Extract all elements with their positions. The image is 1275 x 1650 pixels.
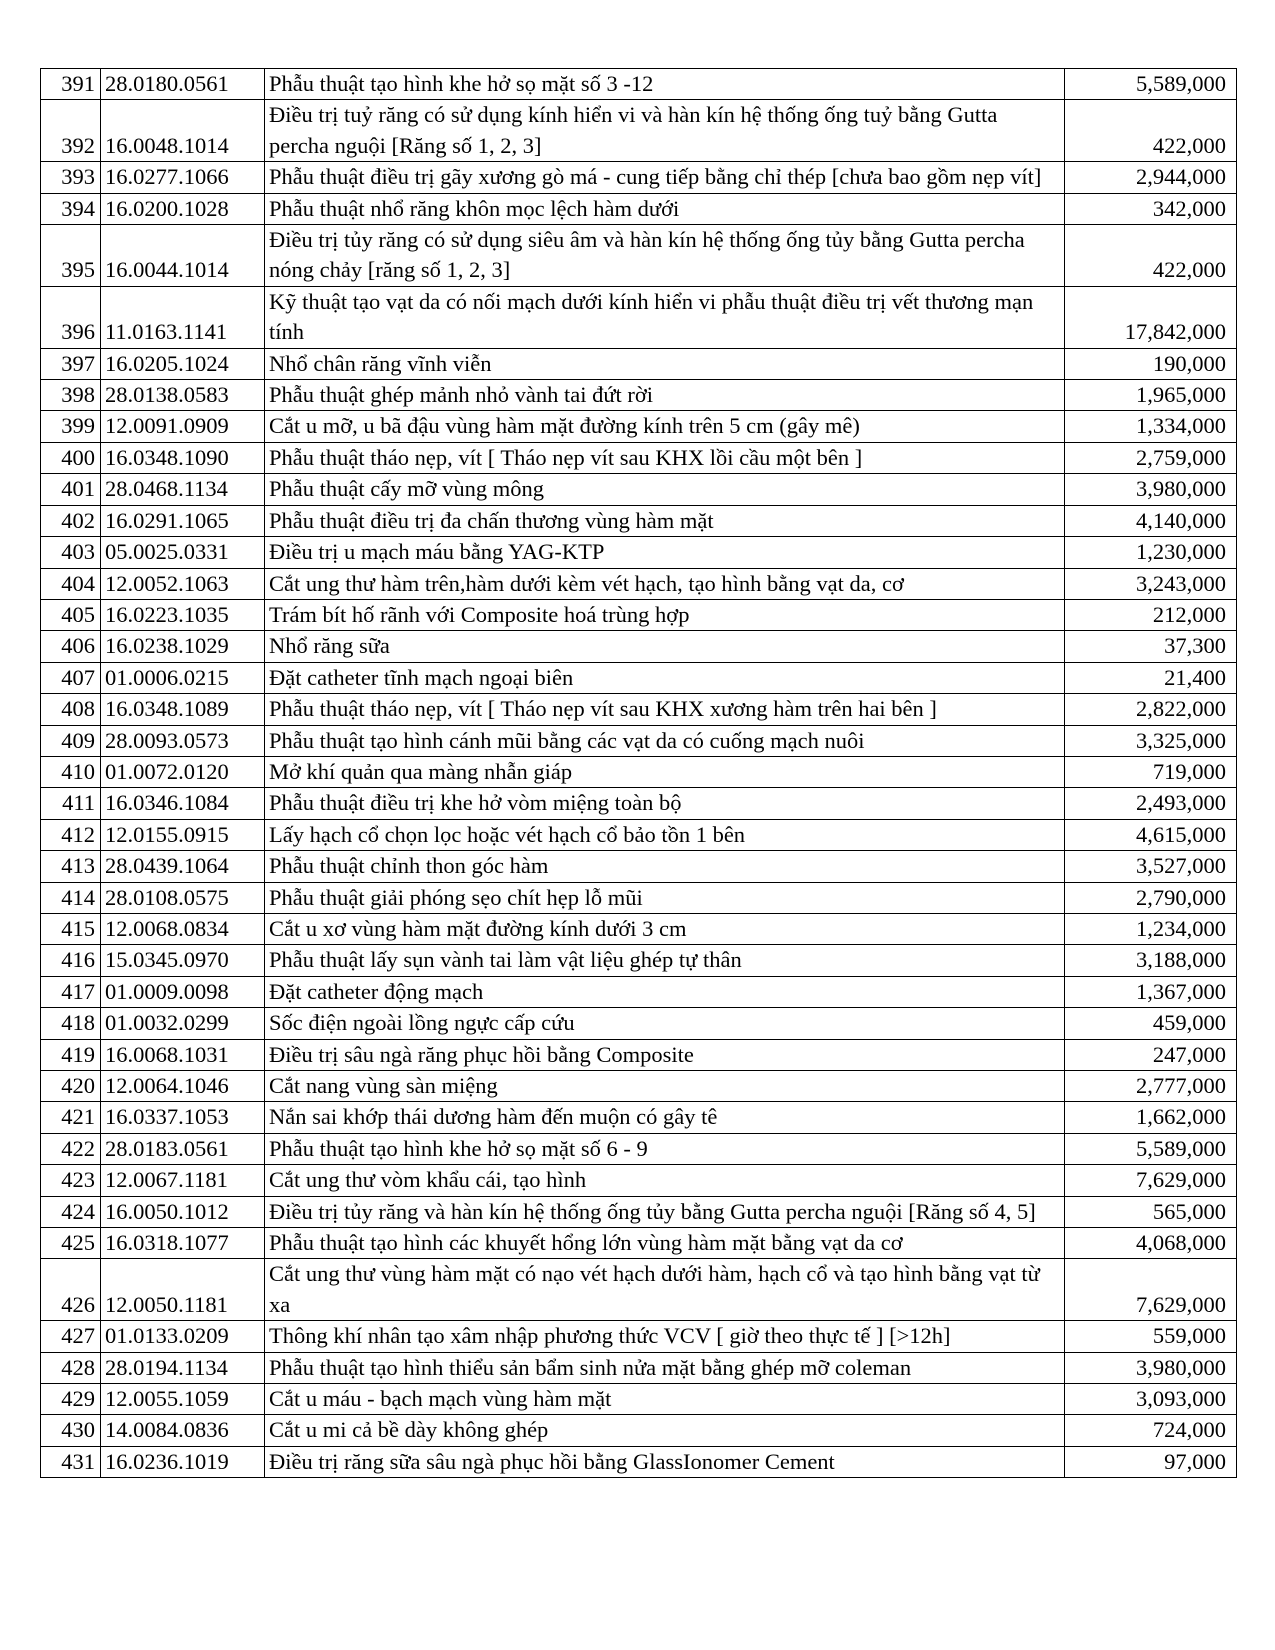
price-table: [40, 68, 1237, 1478]
service-code-cell: 16.0223.1035: [101, 599, 265, 630]
price-cell: 1,662,000: [1065, 1102, 1237, 1133]
table-row: [41, 1384, 1237, 1415]
service-code-cell: 14.0084.0836: [101, 1415, 265, 1446]
service-code-cell: 16.0277.1066: [101, 162, 265, 193]
price-cell: 97,000: [1065, 1446, 1237, 1477]
table-row: [41, 1165, 1237, 1196]
service-name-cell: Phẫu thuật tháo nẹp, vít [ Tháo nẹp vít sau KHX lồi cầu một bên ]: [265, 442, 1065, 473]
row-number-cell: 413: [41, 851, 101, 882]
row-number-cell: 412: [41, 819, 101, 850]
service-name-cell: Cắt nang vùng sàn miệng: [265, 1071, 1065, 1102]
price-cell: 3,325,000: [1065, 725, 1237, 756]
service-name-cell: Điều trị sâu ngà răng phục hồi bằng Composite: [265, 1039, 1065, 1070]
service-code-cell: 16.0318.1077: [101, 1228, 265, 1259]
price-cell: 459,000: [1065, 1008, 1237, 1039]
price-cell: 422,000: [1065, 225, 1237, 287]
service-name-cell: Nắn sai khớp thái dương hàm đến muộn có gây tê: [265, 1102, 1065, 1133]
service-code-cell: 15.0345.0970: [101, 945, 265, 976]
row-number-cell: 409: [41, 725, 101, 756]
table-row: [41, 788, 1237, 819]
price-cell: 3,980,000: [1065, 1352, 1237, 1383]
price-cell: 4,140,000: [1065, 505, 1237, 536]
service-code-cell: 28.0093.0573: [101, 725, 265, 756]
table-row: [41, 69, 1237, 100]
table-row: [41, 882, 1237, 913]
row-number-cell: 426: [41, 1259, 101, 1321]
service-code-cell: 16.0346.1084: [101, 788, 265, 819]
row-number-cell: 417: [41, 976, 101, 1007]
service-name-cell: Thông khí nhân tạo xâm nhập phương thức VCV [ giờ theo thực tế ] [>12h]: [265, 1321, 1065, 1352]
service-code-cell: 28.0108.0575: [101, 882, 265, 913]
service-name-cell: Sốc điện ngoài lồng ngực cấp cứu: [265, 1008, 1065, 1039]
price-cell: 724,000: [1065, 1415, 1237, 1446]
service-code-cell: 12.0064.1046: [101, 1071, 265, 1102]
service-code-cell: 16.0068.1031: [101, 1039, 265, 1070]
price-cell: 1,367,000: [1065, 976, 1237, 1007]
row-number-cell: 418: [41, 1008, 101, 1039]
price-cell: 565,000: [1065, 1196, 1237, 1227]
table-row: [41, 945, 1237, 976]
price-cell: 212,000: [1065, 599, 1237, 630]
service-code-cell: 16.0236.1019: [101, 1446, 265, 1477]
service-name-cell: Điều trị răng sữa sâu ngà phục hồi bằng GlassIonomer Cement: [265, 1446, 1065, 1477]
table-row: [41, 411, 1237, 442]
table-row: [41, 442, 1237, 473]
row-number-cell: 415: [41, 913, 101, 944]
row-number-cell: 396: [41, 286, 101, 348]
service-name-cell: Phẫu thuật chỉnh thon góc hàm: [265, 851, 1065, 882]
service-code-cell: 16.0337.1053: [101, 1102, 265, 1133]
service-code-cell: 16.0238.1029: [101, 631, 265, 662]
table-row: [41, 286, 1237, 348]
service-name-cell: Điều trị tuỷ răng có sử dụng kính hiển vi và hàn kín hệ thống ống tuỷ bằng Gutta percha nguội [Răng số 1, 2, 3]: [265, 100, 1065, 162]
row-number-cell: 403: [41, 537, 101, 568]
table-row: [41, 725, 1237, 756]
row-number-cell: 406: [41, 631, 101, 662]
row-number-cell: 404: [41, 568, 101, 599]
price-cell: 559,000: [1065, 1321, 1237, 1352]
row-number-cell: 401: [41, 474, 101, 505]
price-cell: 1,234,000: [1065, 913, 1237, 944]
service-name-cell: Phẫu thuật tạo hình thiểu sản bẩm sinh nửa mặt bằng ghép mỡ coleman: [265, 1352, 1065, 1383]
table-row: [41, 1008, 1237, 1039]
row-number-cell: 416: [41, 945, 101, 976]
row-number-cell: 408: [41, 694, 101, 725]
row-number-cell: 420: [41, 1071, 101, 1102]
table-row: [41, 662, 1237, 693]
table-row: [41, 1133, 1237, 1164]
table-row: [41, 380, 1237, 411]
service-code-cell: 12.0052.1063: [101, 568, 265, 599]
service-code-cell: 01.0006.0215: [101, 662, 265, 693]
price-cell: 3,188,000: [1065, 945, 1237, 976]
price-cell: 342,000: [1065, 193, 1237, 224]
price-cell: 2,759,000: [1065, 442, 1237, 473]
price-cell: 7,629,000: [1065, 1259, 1237, 1321]
service-name-cell: Nhổ răng sữa: [265, 631, 1065, 662]
service-name-cell: Cắt u mi cả bề dày không ghép: [265, 1415, 1065, 1446]
service-code-cell: 11.0163.1141: [101, 286, 265, 348]
service-name-cell: Đặt catheter động mạch: [265, 976, 1065, 1007]
service-code-cell: 05.0025.0331: [101, 537, 265, 568]
row-number-cell: 393: [41, 162, 101, 193]
service-name-cell: Phẫu thuật tháo nẹp, vít [ Tháo nẹp vít sau KHX xương hàm trên hai bên ]: [265, 694, 1065, 725]
table-row: [41, 537, 1237, 568]
service-code-cell: 16.0200.1028: [101, 193, 265, 224]
service-name-cell: Phẫu thuật điều trị đa chấn thương vùng hàm mặt: [265, 505, 1065, 536]
service-name-cell: Phẫu thuật tạo hình cánh mũi bằng các vạt da có cuống mạch nuôi: [265, 725, 1065, 756]
row-number-cell: 399: [41, 411, 101, 442]
table-row: [41, 819, 1237, 850]
service-code-cell: 16.0348.1089: [101, 694, 265, 725]
service-code-cell: 12.0068.0834: [101, 913, 265, 944]
service-name-cell: Mở khí quản qua màng nhẫn giáp: [265, 756, 1065, 787]
table-row: [41, 1321, 1237, 1352]
service-code-cell: 01.0032.0299: [101, 1008, 265, 1039]
row-number-cell: 395: [41, 225, 101, 287]
service-code-cell: 12.0091.0909: [101, 411, 265, 442]
table-row: [41, 162, 1237, 193]
price-cell: 3,527,000: [1065, 851, 1237, 882]
service-name-cell: Lấy hạch cổ chọn lọc hoặc vét hạch cổ bảo tồn 1 bên: [265, 819, 1065, 850]
service-code-cell: 12.0067.1181: [101, 1165, 265, 1196]
row-number-cell: 391: [41, 69, 101, 100]
price-cell: 4,615,000: [1065, 819, 1237, 850]
service-code-cell: 16.0348.1090: [101, 442, 265, 473]
price-cell: 5,589,000: [1065, 69, 1237, 100]
service-name-cell: Đặt catheter tĩnh mạch ngoại biên: [265, 662, 1065, 693]
table-row: [41, 1259, 1237, 1321]
row-number-cell: 422: [41, 1133, 101, 1164]
table-row: [41, 913, 1237, 944]
row-number-cell: 407: [41, 662, 101, 693]
price-cell: 2,790,000: [1065, 882, 1237, 913]
service-name-cell: Phẫu thuật tạo hình khe hở sọ mặt số 6 - 9: [265, 1133, 1065, 1164]
price-cell: 17,842,000: [1065, 286, 1237, 348]
table-row: [41, 1039, 1237, 1070]
price-cell: 2,493,000: [1065, 788, 1237, 819]
service-name-cell: Cắt u xơ vùng hàm mặt đường kính dưới 3 cm: [265, 913, 1065, 944]
table-row: [41, 1071, 1237, 1102]
row-number-cell: 411: [41, 788, 101, 819]
service-name-cell: Điều trị tủy răng và hàn kín hệ thống ống tủy bằng Gutta percha nguội [Răng số 4, 5]: [265, 1196, 1065, 1227]
service-code-cell: 28.0183.0561: [101, 1133, 265, 1164]
table-row: [41, 193, 1237, 224]
row-number-cell: 424: [41, 1196, 101, 1227]
service-name-cell: Cắt ung thư hàm trên,hàm dưới kèm vét hạch, tạo hình bằng vạt da, cơ: [265, 568, 1065, 599]
table-row: [41, 599, 1237, 630]
table-row: [41, 225, 1237, 287]
service-name-cell: Nhổ chân răng vĩnh viễn: [265, 348, 1065, 379]
price-cell: 5,589,000: [1065, 1133, 1237, 1164]
service-code-cell: 28.0138.0583: [101, 380, 265, 411]
row-number-cell: 430: [41, 1415, 101, 1446]
table-row: [41, 348, 1237, 379]
service-code-cell: 28.0194.1134: [101, 1352, 265, 1383]
row-number-cell: 397: [41, 348, 101, 379]
service-code-cell: 16.0044.1014: [101, 225, 265, 287]
price-cell: 2,777,000: [1065, 1071, 1237, 1102]
service-name-cell: Phẫu thuật điều trị gãy xương gò má - cung tiếp bằng chỉ thép [chưa bao gồm nẹp vít]: [265, 162, 1065, 193]
price-cell: 719,000: [1065, 756, 1237, 787]
service-code-cell: 12.0055.1059: [101, 1384, 265, 1415]
row-number-cell: 400: [41, 442, 101, 473]
service-code-cell: 16.0050.1012: [101, 1196, 265, 1227]
table-row: [41, 1446, 1237, 1477]
service-name-cell: Điều trị u mạch máu bằng YAG-KTP: [265, 537, 1065, 568]
price-cell: 190,000: [1065, 348, 1237, 379]
row-number-cell: 392: [41, 100, 101, 162]
row-number-cell: 419: [41, 1039, 101, 1070]
row-number-cell: 428: [41, 1352, 101, 1383]
row-number-cell: 425: [41, 1228, 101, 1259]
row-number-cell: 421: [41, 1102, 101, 1133]
service-code-cell: 12.0155.0915: [101, 819, 265, 850]
table-row: [41, 474, 1237, 505]
price-cell: 2,944,000: [1065, 162, 1237, 193]
service-code-cell: 16.0291.1065: [101, 505, 265, 536]
row-number-cell: 410: [41, 756, 101, 787]
price-table-body: [41, 69, 1237, 1478]
price-cell: 422,000: [1065, 100, 1237, 162]
row-number-cell: 427: [41, 1321, 101, 1352]
row-number-cell: 394: [41, 193, 101, 224]
service-name-cell: Trám bít hố rãnh với Composite hoá trùng hợp: [265, 599, 1065, 630]
service-code-cell: 28.0468.1134: [101, 474, 265, 505]
price-cell: 1,334,000: [1065, 411, 1237, 442]
price-cell: 7,629,000: [1065, 1165, 1237, 1196]
service-code-cell: 16.0048.1014: [101, 100, 265, 162]
row-number-cell: 431: [41, 1446, 101, 1477]
table-row: [41, 1196, 1237, 1227]
price-cell: 1,230,000: [1065, 537, 1237, 568]
service-name-cell: Kỹ thuật tạo vạt da có nối mạch dưới kính hiển vi phẫu thuật điều trị vết thương mạn tính: [265, 286, 1065, 348]
service-code-cell: 12.0050.1181: [101, 1259, 265, 1321]
service-code-cell: 01.0009.0098: [101, 976, 265, 1007]
row-number-cell: 429: [41, 1384, 101, 1415]
service-name-cell: Cắt ung thư vòm khẩu cái, tạo hình: [265, 1165, 1065, 1196]
table-row: [41, 1228, 1237, 1259]
service-name-cell: Cắt u mỡ, u bã đậu vùng hàm mặt đường kính trên 5 cm (gây mê): [265, 411, 1065, 442]
price-cell: 1,965,000: [1065, 380, 1237, 411]
row-number-cell: 414: [41, 882, 101, 913]
service-name-cell: Phẫu thuật điều trị khe hở vòm miệng toàn bộ: [265, 788, 1065, 819]
price-cell: 37,300: [1065, 631, 1237, 662]
table-row: [41, 976, 1237, 1007]
service-name-cell: Phẫu thuật ghép mảnh nhỏ vành tai đứt rời: [265, 380, 1065, 411]
table-row: [41, 1415, 1237, 1446]
service-name-cell: Phẫu thuật lấy sụn vành tai làm vật liệu ghép tự thân: [265, 945, 1065, 976]
service-code-cell: 16.0205.1024: [101, 348, 265, 379]
table-row: [41, 568, 1237, 599]
price-cell: 21,400: [1065, 662, 1237, 693]
service-code-cell: 01.0072.0120: [101, 756, 265, 787]
price-cell: 3,243,000: [1065, 568, 1237, 599]
price-cell: 247,000: [1065, 1039, 1237, 1070]
row-number-cell: 423: [41, 1165, 101, 1196]
price-cell: 4,068,000: [1065, 1228, 1237, 1259]
table-row: [41, 631, 1237, 662]
service-name-cell: Phẫu thuật tạo hình các khuyết hổng lớn vùng hàm mặt bằng vạt da cơ: [265, 1228, 1065, 1259]
table-row: [41, 505, 1237, 536]
service-name-cell: Cắt ung thư vùng hàm mặt có nạo vét hạch dưới hàm, hạch cổ và tạo hình bằng vạt từ xa: [265, 1259, 1065, 1321]
service-name-cell: Cắt u máu - bạch mạch vùng hàm mặt: [265, 1384, 1065, 1415]
service-name-cell: Phẫu thuật giải phóng sẹo chít hẹp lỗ mũi: [265, 882, 1065, 913]
service-name-cell: Phẫu thuật nhổ răng khôn mọc lệch hàm dưới: [265, 193, 1065, 224]
row-number-cell: 402: [41, 505, 101, 536]
row-number-cell: 405: [41, 599, 101, 630]
service-name-cell: Điều trị tủy răng có sử dụng siêu âm và hàn kín hệ thống ống tủy bằng Gutta percha nóng chảy [răng số 1, 2, 3]: [265, 225, 1065, 287]
table-row: [41, 1102, 1237, 1133]
service-code-cell: 28.0439.1064: [101, 851, 265, 882]
service-name-cell: Phẫu thuật cấy mỡ vùng mông: [265, 474, 1065, 505]
price-cell: 2,822,000: [1065, 694, 1237, 725]
table-row: [41, 694, 1237, 725]
row-number-cell: 398: [41, 380, 101, 411]
price-cell: 3,980,000: [1065, 474, 1237, 505]
price-cell: 3,093,000: [1065, 1384, 1237, 1415]
service-code-cell: 01.0133.0209: [101, 1321, 265, 1352]
table-row: [41, 851, 1237, 882]
table-row: [41, 100, 1237, 162]
service-name-cell: Phẫu thuật tạo hình khe hở sọ mặt số 3 -12: [265, 69, 1065, 100]
service-code-cell: 28.0180.0561: [101, 69, 265, 100]
table-row: [41, 756, 1237, 787]
table-row: [41, 1352, 1237, 1383]
